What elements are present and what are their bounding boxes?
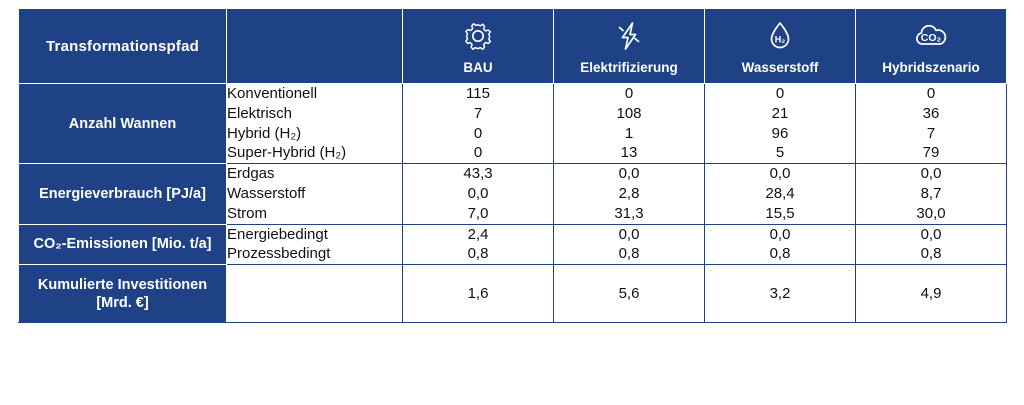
row-label: Erdgas: [227, 164, 403, 184]
cell-value: 8,7: [856, 184, 1007, 204]
gear-icon: [403, 19, 553, 55]
co2-cloud-icon: [856, 19, 1006, 55]
table-row: [19, 164, 1007, 184]
table-row: [19, 265, 1007, 323]
header-spacer-cell: [227, 9, 403, 84]
row-label: Energiebedingt: [227, 224, 403, 244]
scenario-header-hybridszenario: [856, 9, 1007, 84]
cell-value: 7: [856, 124, 1007, 144]
row-label: Wasserstoff: [227, 184, 403, 204]
corner-header-label: Transformationspfad: [46, 37, 199, 55]
cell-value: 4,9: [856, 265, 1007, 323]
cell-value: 3,2: [705, 265, 856, 323]
row-label: [227, 265, 403, 323]
cell-value: 96: [705, 124, 856, 144]
section-header-anzahl-wannen: Anzahl Wannen: [19, 84, 227, 164]
cell-value: 0: [403, 143, 554, 163]
lightning-bolt-icon: [554, 19, 704, 55]
svg-text:H₂: H₂: [774, 34, 786, 45]
cell-value: 0: [403, 124, 554, 144]
cell-value: 0: [554, 84, 705, 104]
scenario-label-bau: BAU: [463, 60, 493, 75]
table-row: [19, 224, 1007, 244]
table-header-row: [19, 9, 1007, 84]
cell-value: 2,4: [403, 224, 554, 244]
cell-value: 0,8: [403, 244, 554, 264]
cell-value: 0,0: [856, 224, 1007, 244]
cell-value: 28,4: [705, 184, 856, 204]
cell-value: 31,3: [554, 204, 705, 224]
svg-text:CO₂: CO₂: [920, 32, 942, 44]
scenario-label-wasserstoff: Wasserstoff: [741, 60, 819, 75]
section-header-energieverbrauch: Energieverbrauch [PJ/a]: [19, 164, 227, 224]
cell-value: 30,0: [856, 204, 1007, 224]
row-label: Elektrisch: [227, 104, 403, 124]
cell-value: 5,6: [554, 265, 705, 323]
cell-value: 13: [554, 143, 705, 163]
cell-value: 0,0: [554, 164, 705, 184]
scenario-header-elektrifizierung: [554, 9, 705, 84]
cell-value: 21: [705, 104, 856, 124]
table-row: [19, 84, 1007, 104]
cell-value: 79: [856, 143, 1007, 163]
cell-value: 0,8: [705, 244, 856, 264]
row-label: Prozessbedingt: [227, 244, 403, 264]
transformation-pathway-table: [18, 8, 1006, 398]
hydrogen-droplet-icon: [705, 19, 855, 55]
section-header-kumulierte-investitionen: Kumulierte Investitionen [Mrd. €]: [19, 265, 227, 323]
row-label: Hybrid (H₂): [227, 124, 403, 144]
cell-value: 43,3: [403, 164, 554, 184]
cell-value: 7,0: [403, 204, 554, 224]
scenario-label-hybridszenario: Hybridszenario: [882, 60, 980, 75]
cell-value: 2,8: [554, 184, 705, 204]
cell-value: 0,8: [554, 244, 705, 264]
cell-value: 0,0: [705, 224, 856, 244]
cell-value: 0: [856, 84, 1007, 104]
cell-value: 0,0: [705, 164, 856, 184]
row-label: Strom: [227, 204, 403, 224]
cell-value: 1: [554, 124, 705, 144]
cell-value: 108: [554, 104, 705, 124]
cell-value: 0,0: [403, 184, 554, 204]
cell-value: 0,0: [856, 164, 1007, 184]
scenario-header-bau: [403, 9, 554, 84]
cell-value: 36: [856, 104, 1007, 124]
cell-value: 7: [403, 104, 554, 124]
row-label: Super-Hybrid (H₂): [227, 143, 403, 163]
scenario-header-wasserstoff: [705, 9, 856, 84]
cell-value: 115: [403, 84, 554, 104]
cell-value: 15,5: [705, 204, 856, 224]
cell-value: 1,6: [403, 265, 554, 323]
cell-value: 5: [705, 143, 856, 163]
cell-value: 0: [705, 84, 856, 104]
scenario-label-elektrifizierung: Elektrifizierung: [580, 60, 678, 75]
matrix-table: [18, 8, 1007, 323]
row-label: Konventionell: [227, 84, 403, 104]
section-header-co2-emissionen: CO₂-Emissionen [Mio. t/a]: [19, 224, 227, 265]
cell-value: 0,8: [856, 244, 1007, 264]
cell-value: 0,0: [554, 224, 705, 244]
corner-header-cell: [19, 9, 227, 84]
